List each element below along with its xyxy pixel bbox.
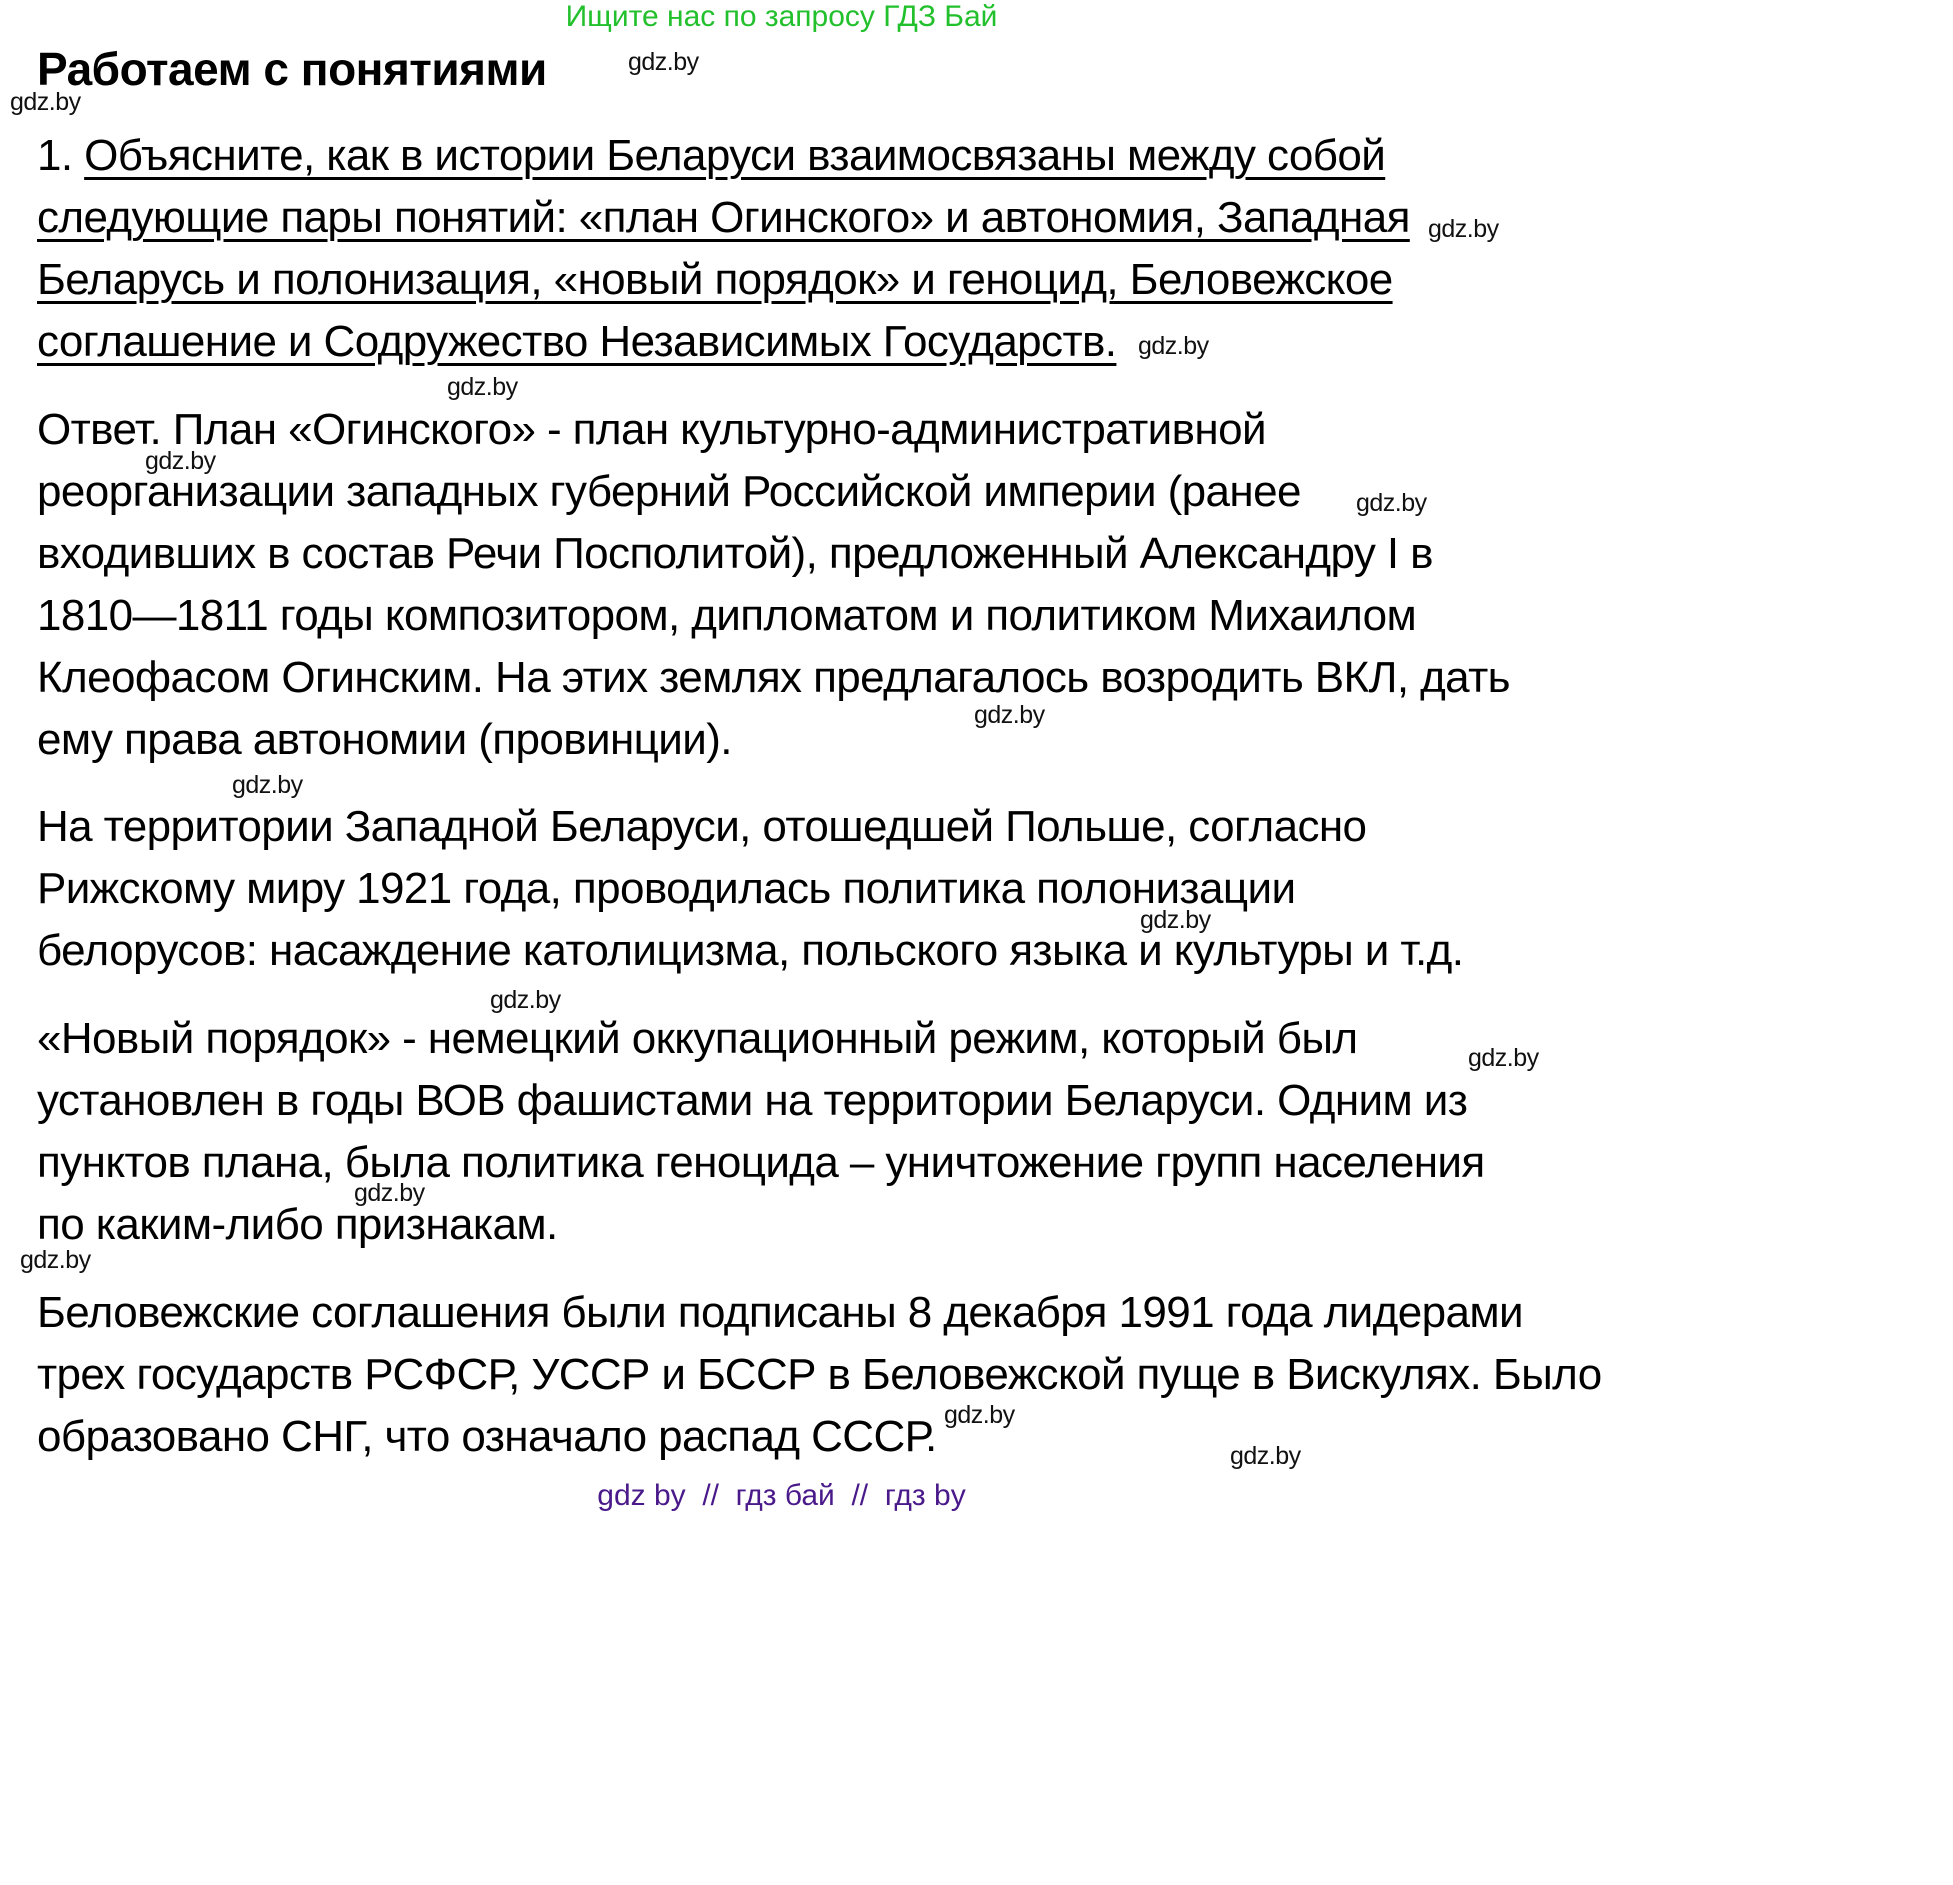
watermark: gdz.by [490,986,561,1014]
watermark: gdz.by [944,1401,1015,1429]
watermark: gdz.by [20,1246,91,1274]
watermark: gdz.by [974,701,1045,729]
answer-line: 1810—1811 годы композитором, дипломатом и политиком Михаилом [37,591,1417,640]
answer-line: пунктов плана, была политика геноцида – уничтожение групп населения [37,1138,1485,1187]
answer-line: входивших в состав Речи Посполитой), предложенный Александру I в [37,529,1433,578]
answer-line: трех государств РСФСР, УССР и БССР в Беловежской пуще в Вискулях. Было [37,1350,1602,1399]
answer-line: ему права автономии (провинции). [37,715,732,764]
watermark: gdz.by [447,373,518,401]
answer-line: Беловежские соглашения были подписаны 8 декабря 1991 года лидерами [37,1288,1523,1337]
answer-line: установлен в годы ВОВ фашистами на территории Беларуси. Одним из [37,1076,1468,1125]
question-line-4: соглашение и Содружество Независимых Государств. [37,317,1117,366]
answer-line: «Новый порядок» - немецкий оккупационный режим, который был [37,1014,1358,1063]
answer-line: по каким-либо признакам. [37,1200,558,1249]
answer-line: На территории Западной Беларуси, отошедшей Польше, согласно [37,802,1367,851]
watermark: gdz.by [354,1179,425,1207]
answer-line: реорганизации западных губерний Российской империи (ранее [37,467,1301,516]
watermark: gdz.by [1138,332,1209,360]
watermark: gdz.by [1230,1442,1301,1470]
question-line-1 [37,130,1385,182]
answer-line: Ответ. План «Огинского» - план культурно-административной [37,405,1266,454]
watermark: gdz.by [1140,906,1211,934]
question-text: Объясните, как в истории Беларуси взаимосвязаны между собой [84,131,1386,180]
watermark: gdz.by [1468,1044,1539,1072]
search-banner: Ищите нас по запросу ГДЗ Бай [565,0,998,33]
watermark: gdz.by [145,447,216,475]
question-number: 1. [37,131,73,180]
watermark: gdz.by [628,48,699,76]
question-line-3: Беларусь и полонизация, «новый порядок» и геноцид, Беловежское [37,255,1393,304]
watermark: gdz.by [1356,489,1427,517]
watermark: gdz.by [1428,215,1499,243]
answer-line: белорусов: насаждение католицизма, польского языка и культуры и т.д. [37,926,1464,975]
answer-line: Клеофасом Огинским. На этих землях предлагалось возродить ВКЛ, дать [37,653,1510,702]
answer-line: Рижскому миру 1921 года, проводилась политика полонизации [37,864,1296,913]
question-line-2: следующие пары понятий: «план Огинского» и автономия, Западная [37,193,1410,242]
section-heading: Работаем с понятиями [37,43,547,95]
watermark: gdz.by [232,771,303,799]
answer-line: образовано СНГ, что означало распад СССР. [37,1412,937,1461]
footer-site-links: gdz by // гдз бай // гдз by [597,1479,966,1512]
watermark: gdz.by [10,88,81,116]
